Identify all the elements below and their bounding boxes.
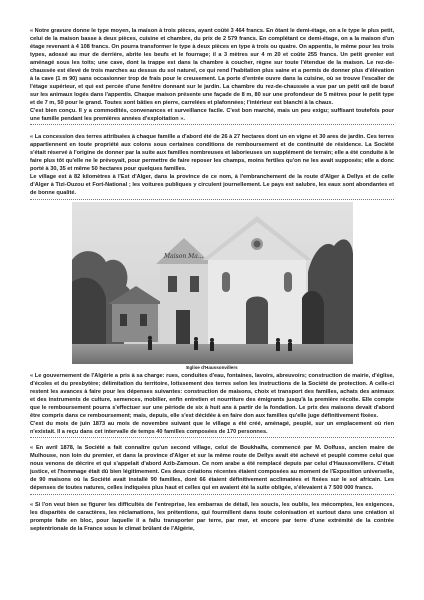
paragraph: Le village est à 82 kilomètres à l'Est d'Alger, dans la province de ce nom, à l'embranchement de la route d'Alger à Dellys et de celle d'Alger à Tizi-Ouzou et Fort-National ; les voitures publiques y circulent journellement. Le pays est salubre, les eaux sont abondantes et de bonne qualité. [30,174,394,196]
paragraph: C'est bien conçu. Il y a commodités, convenances et surveillance facile. C'est bon marché, mais un peu exigu; suffisant toutefois pour une famille pendant les premières années d'exploitation ». [30,108,394,122]
text-block-land-concession [30,133,394,200]
paragraph: C'est du mois de juin 1873 au mois de novembre suivant que le village a été créé, aménagé, peuplé, sur un emplacement où rien n'existait. Il a reçu dans cet intervalle de temps 40 familles composées de 170 personnes. [30,421,394,435]
paragraph: « Le gouvernement de l'Algérie a pris à sa charge: rues, conduites d'eau, fontaines, lavoirs, abreuvoirs; construction de mairie, d'église, d'écoles et du presbytère; délimitation du territoire, lotissement des terres selon les instructions de la Société de protection. A celle-ci restent les avances à faire pour les dépenses suivantes: construction de maisons, choix et transport des familles, achats des animaux et des instruments de culture, semences, mobilier, enfin entretien et nourriture des émigrants jusqu'à la première récolte. Elle compte que le remboursement pourra s'effectuer sur une période de six à huit ans à partir de la fondation. Le prix des maisons devait d'abord être compris dans ce remboursement; mais, depuis, elle s'est décidée à en faire don aux familles qu'elle juge définitivement fixées. [30,373,394,419]
text-block-house-types [30,27,394,125]
text-block-second-village [30,444,394,495]
church-photo [72,202,353,364]
text-block-government-charges [30,372,394,438]
photo-sign-text: Maison Ma... [163,253,204,260]
paragraph: « Notre gravure donne le type moyen, la maison à trois pièces, ayant coûté 3 464 francs. En ôtant le demi-étage, on a le type le plus petit, celui de la maison basse à deux pièces, cuisine et chambre, du prix de 2 579 francs. En complétant ce demi-étage, on a la maison d'un étage revenant à 4 108 francs. On pourra transformer le type à deux pièces en type à trois ou quatre. On appentis, le même pour les trois types, adossé au mur de derrière, abrite les beufs et le fourrage; il a 3 mètres sur 4 m 20 et coûte 255 francs. Un petit grenier est aménagé sous les toits; une cave, dont la trappe est dans la chambre à coucher, règne sur toute l'étendue de la maison. Le rez-de-chaussée est élevé de trois marches au dessus du sol naturel, ce qui rend l'habitation plus saine et a permis de donner plus d'élévation à la cave (1 m 90) sans occasionner trop de frais pour le creusement. La porte d'entrée ouvre dans la cuisine, où se trouve l'escalier de l'étage supérieur, et qui est percée d'une fenêtre donnant sur le jardin. La chambre du rez-de-chaussée a vue par un petit œil de bœuf sur les animaux logés dans l'appentis. Chaque maison présente une façade de 8 m, 80 sur une profondeur de 5 mètres pour le petit type et de 7 m, 50 pour le grand. Toutes sont bâties en pierre, carrelées et plafonnées; l'intérieur est blanchi à la chaux. [30,28,394,106]
text-block-difficulties [30,501,394,533]
photo-caption: Eglise d'Haussonvillers [186,365,238,370]
paragraph: « En avril 1878, la Société a fait connaître qu'un second village, celui de Boukhalfa, commencé par M. Dolfuss, ancien maire de Mulhouse, non loin du premier, et dans la province d'Alger et sur la même route de Dellys avait été achevé et peuplé comme celui que nous venons de décrire et qui s'appelait d'abord Azib-Zamoun. Ce nom arabe a été remplacé depuis par celui d'Haussonvillers. C'était justice, et l'hommage était dû bien légitimement. Ces deux créations récentes étaient composées au moment de l'Exposition universelle, de 90 maisons où la Société avait installé 90 familles, dont 66 étaient définitivement acclimatées et fixées sur le sol africain. Les dépenses de toutes natures, celles indiquées plus haut et celles qui en avaient été la suite obligée, s'élevaient à 7 500 000 francs. [30,445,394,491]
paragraph: « Si l'on veut bien se figurer les difficultés de l'entreprise, les embarras de détail, les soucis, les oublis, les mécomptes, les exigences, les disparités de caractères, les réclamations, les prétentions, qui fourmillent dans toute colonisation et surtout dans une création si prompte faite en bloc, pour laquelle il a fallu transporter par terre, par mer, et encore par terre d'une extrémité de la contrée septentrionale de la France sous le climat brûlant de l'Algérie, [30,502,394,532]
church-photo-figure [72,202,353,372]
paragraph: « La concession des terres attribuées à chaque famille a d'abord été de 26 à 27 hectares dont un en vigne et 30 ares de jardin. Ces terres appartiennent en toute propriété aux colons sous certaines conditions de remboursement et de continuité de résidence. La Société s'était réservé à l'origine de donner par la suite aux familles nombreuses et laborieuses un supplément de terrain; elle a été conduite à le faire plus tôt qu'elle ne le prévoyait, pour permettre de faire reposer les champs, moins fertiles qu'on ne les avait supposés; elle a donc porté à 30, 35 et même 50 hectares pour quelques familles. [30,134,394,172]
